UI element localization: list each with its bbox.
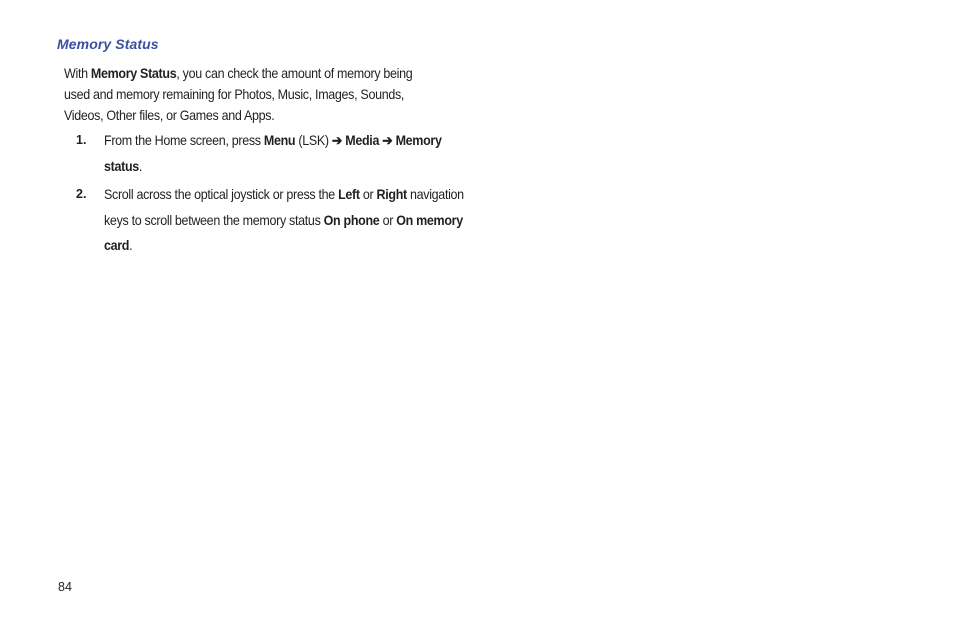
step-term-left: Left xyxy=(338,187,360,202)
step-text xyxy=(104,182,467,259)
step-text-part: (LSK) xyxy=(295,133,332,148)
step-term-menu: Menu xyxy=(263,133,296,148)
step-text-part: or xyxy=(379,212,397,228)
steps-list xyxy=(76,128,506,262)
step-term-right: Right xyxy=(376,187,407,202)
intro-term-memory-status: Memory Status xyxy=(90,66,177,81)
step-number: 1. xyxy=(76,133,87,147)
step-text-part: navigation keys to scroll between the memory status xyxy=(104,187,464,228)
step-2 xyxy=(76,182,506,259)
step-text-part: Scroll across the optical joystick or press the xyxy=(104,187,339,202)
step-text-part: . xyxy=(129,238,133,253)
step-number: 2. xyxy=(76,187,87,201)
intro-paragraph xyxy=(64,63,441,126)
section-title: Memory Status xyxy=(57,36,159,52)
step-text-part: From the Home screen, press xyxy=(104,133,264,148)
step-text-part: or xyxy=(359,187,377,202)
step-term-memory-status: Memory status xyxy=(104,133,442,174)
step-term-on-phone: On phone xyxy=(323,212,380,228)
intro-text: With xyxy=(64,66,91,81)
step-term-on-memory-card: On memory card xyxy=(104,212,463,253)
step-text xyxy=(104,128,467,179)
arrow-right-icon: ➔ xyxy=(382,133,393,148)
page-number: 84 xyxy=(58,580,72,594)
step-text-part: . xyxy=(138,158,143,174)
intro-text: , you can check the amount of memory being used and memory remaining for Photos, Music, Images, Sounds, Videos, Other files, or Games and Apps. xyxy=(64,66,413,123)
step-1 xyxy=(76,128,506,179)
arrow-right-icon: ➔ xyxy=(331,133,343,148)
step-term-media: Media xyxy=(345,133,380,148)
